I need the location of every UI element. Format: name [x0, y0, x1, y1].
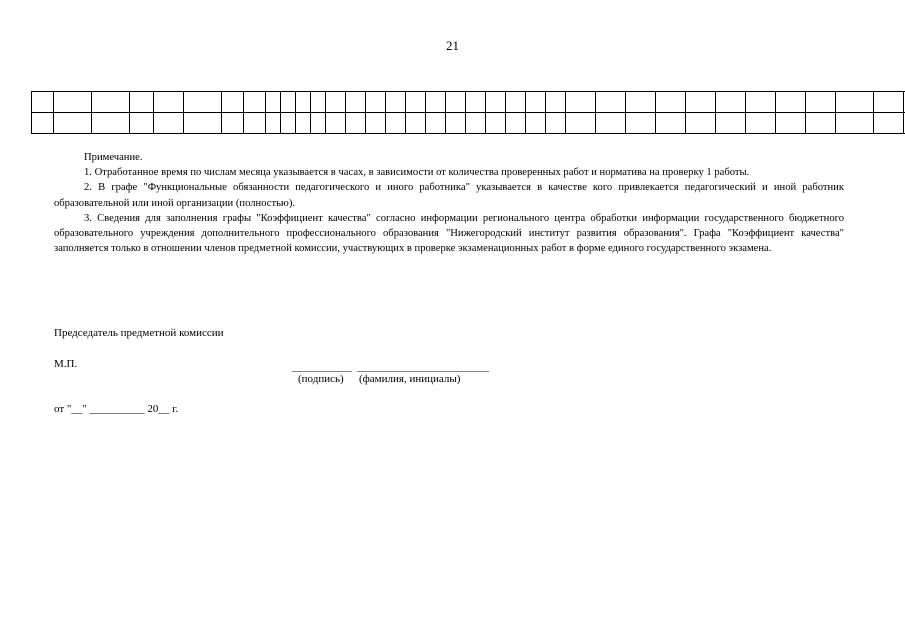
table-cell: [506, 92, 526, 113]
table-cell: [326, 113, 346, 134]
table-cell: [346, 92, 366, 113]
signature-line: [292, 371, 352, 372]
timesheet-table: [31, 91, 905, 134]
table-row: [32, 113, 905, 134]
table-cell: [566, 113, 596, 134]
chairman-label: Председатель предметной комиссии: [54, 327, 224, 339]
table-cell: [486, 113, 506, 134]
stamp-label: М.П.: [54, 358, 78, 370]
table-cell: [626, 113, 656, 134]
signature-caption: (подпись): [298, 373, 344, 385]
table-cell: [746, 92, 776, 113]
table-cell: [184, 113, 222, 134]
table-cell: [874, 113, 904, 134]
table-cell: [222, 113, 244, 134]
table-cell: [836, 113, 874, 134]
table-cell: [244, 113, 266, 134]
table-cell: [266, 113, 281, 134]
table-cell: [716, 92, 746, 113]
table-cell: [486, 92, 506, 113]
table-cell: [506, 113, 526, 134]
table-cell: [281, 92, 296, 113]
table-cell: [54, 92, 92, 113]
table-cell: [776, 113, 806, 134]
table-cell: [366, 113, 386, 134]
table-cell: [746, 113, 776, 134]
table-cell: [386, 92, 406, 113]
date-line: от "__" __________ 20__ г.: [54, 403, 179, 415]
table-cell: [874, 92, 904, 113]
table-cell: [346, 113, 366, 134]
table-cell: [386, 113, 406, 134]
notes-section: [54, 150, 844, 256]
table-cell: [266, 92, 281, 113]
table-cell: [836, 92, 874, 113]
table-cell: [776, 92, 806, 113]
table-cell: [54, 113, 92, 134]
table-cell: [806, 92, 836, 113]
table-cell: [366, 92, 386, 113]
table-cell: [92, 92, 130, 113]
table-cell: [426, 113, 446, 134]
table-cell: [546, 113, 566, 134]
table-cell: [426, 92, 446, 113]
table-cell: [686, 92, 716, 113]
table-cell: [130, 113, 154, 134]
table-cell: [566, 92, 596, 113]
table-cell: [446, 92, 466, 113]
table-cell: [546, 92, 566, 113]
table-cell: [656, 113, 686, 134]
table-cell: [311, 92, 326, 113]
note-item-2: 2. В графе "Функциональные обязанности педагогического и иного работника" указывается в качестве кого привлекается педагогический и иной работник образовательной или иной организации (полностью).: [54, 182, 844, 209]
table-cell: [222, 92, 244, 113]
table-cell: [406, 92, 426, 113]
table-cell: [32, 92, 54, 113]
name-caption: (фамилия, инициалы): [359, 373, 461, 385]
table-cell: [154, 113, 184, 134]
name-line: [357, 371, 489, 372]
table-cell: [154, 92, 184, 113]
table-cell: [244, 92, 266, 113]
table-cell: [296, 113, 311, 134]
table-cell: [281, 113, 296, 134]
table-cell: [656, 92, 686, 113]
table-cell: [596, 92, 626, 113]
note-item-3: 3. Сведения для заполнения графы "Коэффициент качества" согласно информации регионального центра обработки информации государственного бюджетного образовательного учреждения дополнительного профессионального образования "Нижегородский институт развития образования". Графа "Коэффициент качества" заполняется только в отношении членов предметной комиссии, участвующих в проверке экзаменационных работ в форме единого государственного экзамена.: [54, 212, 844, 255]
table-cell: [526, 92, 546, 113]
table-cell: [184, 92, 222, 113]
table-cell: [32, 113, 54, 134]
page-number: 21: [446, 38, 459, 53]
notes-heading: Примечание.: [84, 152, 143, 163]
table-cell: [130, 92, 154, 113]
table-cell: [716, 113, 746, 134]
table-cell: [311, 113, 326, 134]
table-cell: [626, 92, 656, 113]
table-row: [32, 92, 905, 113]
table-cell: [326, 92, 346, 113]
note-item-1: 1. Отработанное время по числам месяца указывается в часах, в зависимости от количества проверенных работ и норматива на проверку 1 работы.: [84, 167, 750, 179]
table-cell: [406, 113, 426, 134]
table-cell: [526, 113, 546, 134]
table-cell: [806, 113, 836, 134]
table-cell: [596, 113, 626, 134]
table-cell: [686, 113, 716, 134]
table-cell: [446, 113, 466, 134]
table-cell: [92, 113, 130, 134]
table-cell: [296, 92, 311, 113]
table-cell: [466, 92, 486, 113]
table-cell: [466, 113, 486, 134]
